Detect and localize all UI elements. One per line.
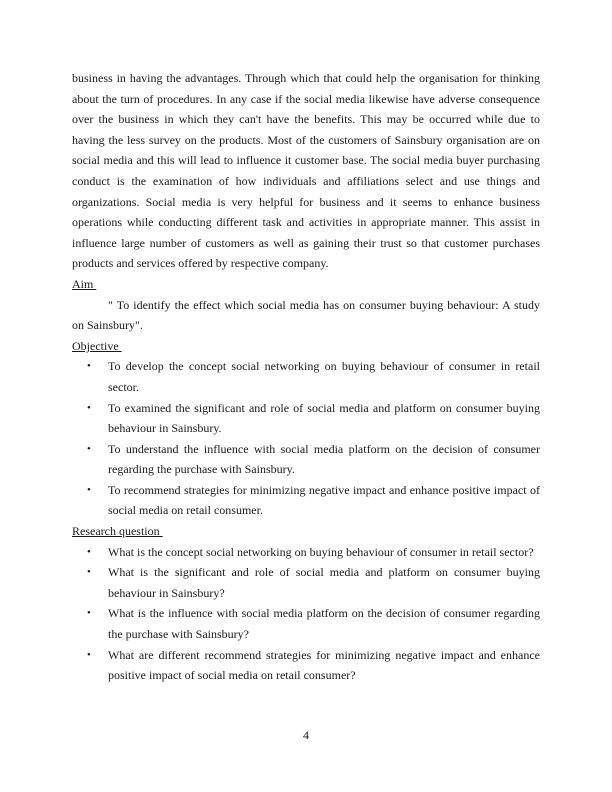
page-number: 4 [303, 728, 309, 742]
objective-item: • To understand the influence with social media platform on the decision of consumer regarding the purchase with Sainsbury. [72, 439, 540, 480]
bullet-icon: • [87, 401, 91, 414]
objective-item: • To recommend strategies for minimizing negative impact and enhance positive impact of social media on retail consumer. [72, 480, 540, 521]
intro-paragraph: business in having the advantages. Through which that could help the organisation for thinking about the turn of procedures. In any case if the social media likewise have adverse consequence over the business in which they can't have the benefits. This may be occurred while due to having the less survey on the products. Most of the customers of Sainsbury organisation are on social media and this will lead to influence it customer base. The social media buyer purchasing conduct is the examination of how individuals and affiliations select and use things and organizations. Social media is very helpful for business and it seems to enhance business operations while conducting different task and activities in appropriate manner. This assist in influence large number of customers as well as gaining their trust so that customer purchases products and services offered by respective company. [72, 71, 540, 271]
objective-item: • To examined the significant and role of social media and platform on consumer buying behaviour in Sainsbury. [72, 398, 540, 439]
research-question-list [72, 542, 540, 686]
research-question-item: • What is the influence with social media platform on the decision of consumer regarding the purchase with Sainsbury? [72, 603, 540, 644]
objective-heading: Objective [72, 338, 122, 353]
research-question-item: • What are different recommend strategies for minimizing negative impact and enhance positive impact of social media on retail consumer? [72, 645, 540, 686]
bullet-icon: • [87, 442, 91, 455]
bullet-icon: • [87, 648, 91, 661]
bullet-icon: • [87, 360, 91, 373]
objective-item: • To develop the concept social networking on buying behaviour of consumer in retail sector. [72, 356, 540, 397]
bullet-icon: • [87, 545, 91, 558]
aim-heading: Aim [72, 276, 97, 291]
research-question-item: • What is the concept social networking on buying behaviour of consumer in retail sector? [72, 542, 540, 563]
research-question-item: • What is the significant and role of social media and platform on consumer buying behaviour in Sainsbury? [72, 562, 540, 603]
bullet-icon: • [87, 566, 91, 579]
bullet-icon: • [87, 607, 91, 620]
document-page [72, 68, 540, 686]
aim-statement: " To identify the effect which social media has on consumer buying behaviour: A study on Sainsbury". [72, 297, 540, 333]
objective-list [72, 356, 540, 521]
research-question-heading: Research question [72, 524, 163, 539]
bullet-icon: • [87, 483, 91, 496]
